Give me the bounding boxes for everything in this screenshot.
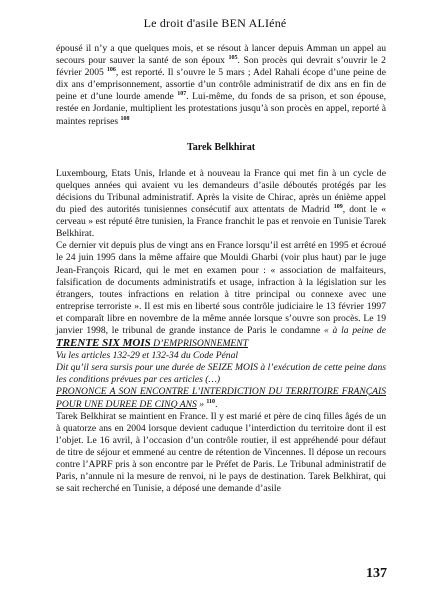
text-run: , dont le « cerveau » est réputé être tunisien, la France franchit le pas et renvoie en Tunisie Tarek Belkhirat. <box>56 204 386 240</box>
body-text <box>56 43 386 495</box>
running-header: Le droit d'asile BEN ALIéné <box>143 16 287 30</box>
paragraph-adel-rahali <box>56 43 386 128</box>
footnote-ref-107: 107 <box>177 91 187 98</box>
footnote-ref-106: 106 <box>106 67 116 73</box>
quote-run: « à la peine de <box>323 324 386 336</box>
text-run: , est reporté. Il s’ouvre le 5 mars ; Adel Rahali écope d’une peine de dix ans d’emprisonnement, assortie d’un contrôle administratif de dix ans en fin de peine et d’une lourde amende <box>56 67 386 103</box>
text-run: Tarek Belkhirat se maintient en France. Il y est marié et père de cinq filles âgés de un à quatorze ans en 2004 lorsque devient caduque l’interdiction du territoire dont il est l’objet. Le 16 avril, à l’occasion d’un contrôle routier, il est appréhendé pour défaut de titre de séjour et emmené au centre de rétention de Vincennes. Il dépose un recours contre l’APRF pris à son encontre par le Préfet de Paris. Le Tribunal administratif de Paris, n’annule ni la mesure de renvoi, ni le pays de destination. Tarek Belkhirat, qui se sait recherché en Tunisie, a déposé une demande d’asile <box>56 410 386 495</box>
text-run: Luxembourg, Etats Unis, Irlande et à nouveau la France qui met fin à un cycle de quelques années qui avaient vu les demandeurs d’asile déboutés protégés par les décisions du Tribunal administratif. Après la visite de Chirac, après un énième appel du pied des autorités tunisiennes consécutif aux attentats de Madrid <box>56 167 386 216</box>
paragraph-intro <box>56 168 386 241</box>
footnote-ref-109: 109 <box>333 203 343 210</box>
quote-line: PRONONCE A SON ENCONTRE L’INTERDICTION DU TERRITOIRE FRANÇAIS POUR UNE DUREE DE CINQ ANS <box>56 386 386 410</box>
quote-line: Vu les articles 132-29 et 132-34 du Code Pénal <box>56 350 239 362</box>
text-run: . Son procès qui devrait s’ouvrir le 2 février 2005 <box>56 55 386 79</box>
quote-emphasis: TRENTE SIX MOIS <box>56 337 151 350</box>
text-run: épousé il n’y a que quelques mois, et se résout à lancer depuis Amman un appel au secours pour sauver la santé de son époux <box>56 43 386 67</box>
page-number: 137 <box>366 566 387 581</box>
quote-emphasis: SEIZE MOIS <box>207 362 258 374</box>
paragraph-detention <box>56 411 386 496</box>
quote-run: D’EMPRISONNEMENT <box>150 338 249 350</box>
quote-run: » <box>196 398 207 410</box>
paragraph-arrest <box>56 240 386 410</box>
quote-run: Dit qu’il sera sursis pour une durée de <box>56 362 208 374</box>
section-heading: Tarek Belkhirat <box>186 141 256 153</box>
text-run: . Lui-même, du fonds de sa prison, et son épouse, restée en Jordanie, multiplient les protestations jusqu’à son procès en appel, reporté à maintes reprises <box>56 91 387 127</box>
footnote-ref-108: 108 <box>120 115 130 122</box>
text-run: . <box>215 398 218 410</box>
footnote-ref-110: 110 <box>206 398 216 405</box>
footnote-ref-105: 105 <box>228 54 238 61</box>
quote-run: à l’exécution de cette peine dans les conditions prévues par ces articles (…) <box>56 362 386 386</box>
text-run: Ce dernier vit depuis plus de vingt ans en France lorsqu’il est arrêté en 1995 et écroué le 24 juin 1995 dans la même affaire que Mouldi Gharbi (voir plus haut) par le juge Jean-François Ricard, qui le met en examen pour : « association de malfaiteurs, falsification de documents administratifs et usage, infraction à la législation sur les étrangers, toutes infractions en relation à titre principal ou connexe avec une entreprise terroriste ». Il est mis en liberté sous contrôle judiciaire le 13 février 1997 et comparaît libre en novembre de la même année lorsque s’ouvre son procès. Le 19 janvier 1998, le tribunal de grande instance de Paris le condamne <box>56 240 386 336</box>
